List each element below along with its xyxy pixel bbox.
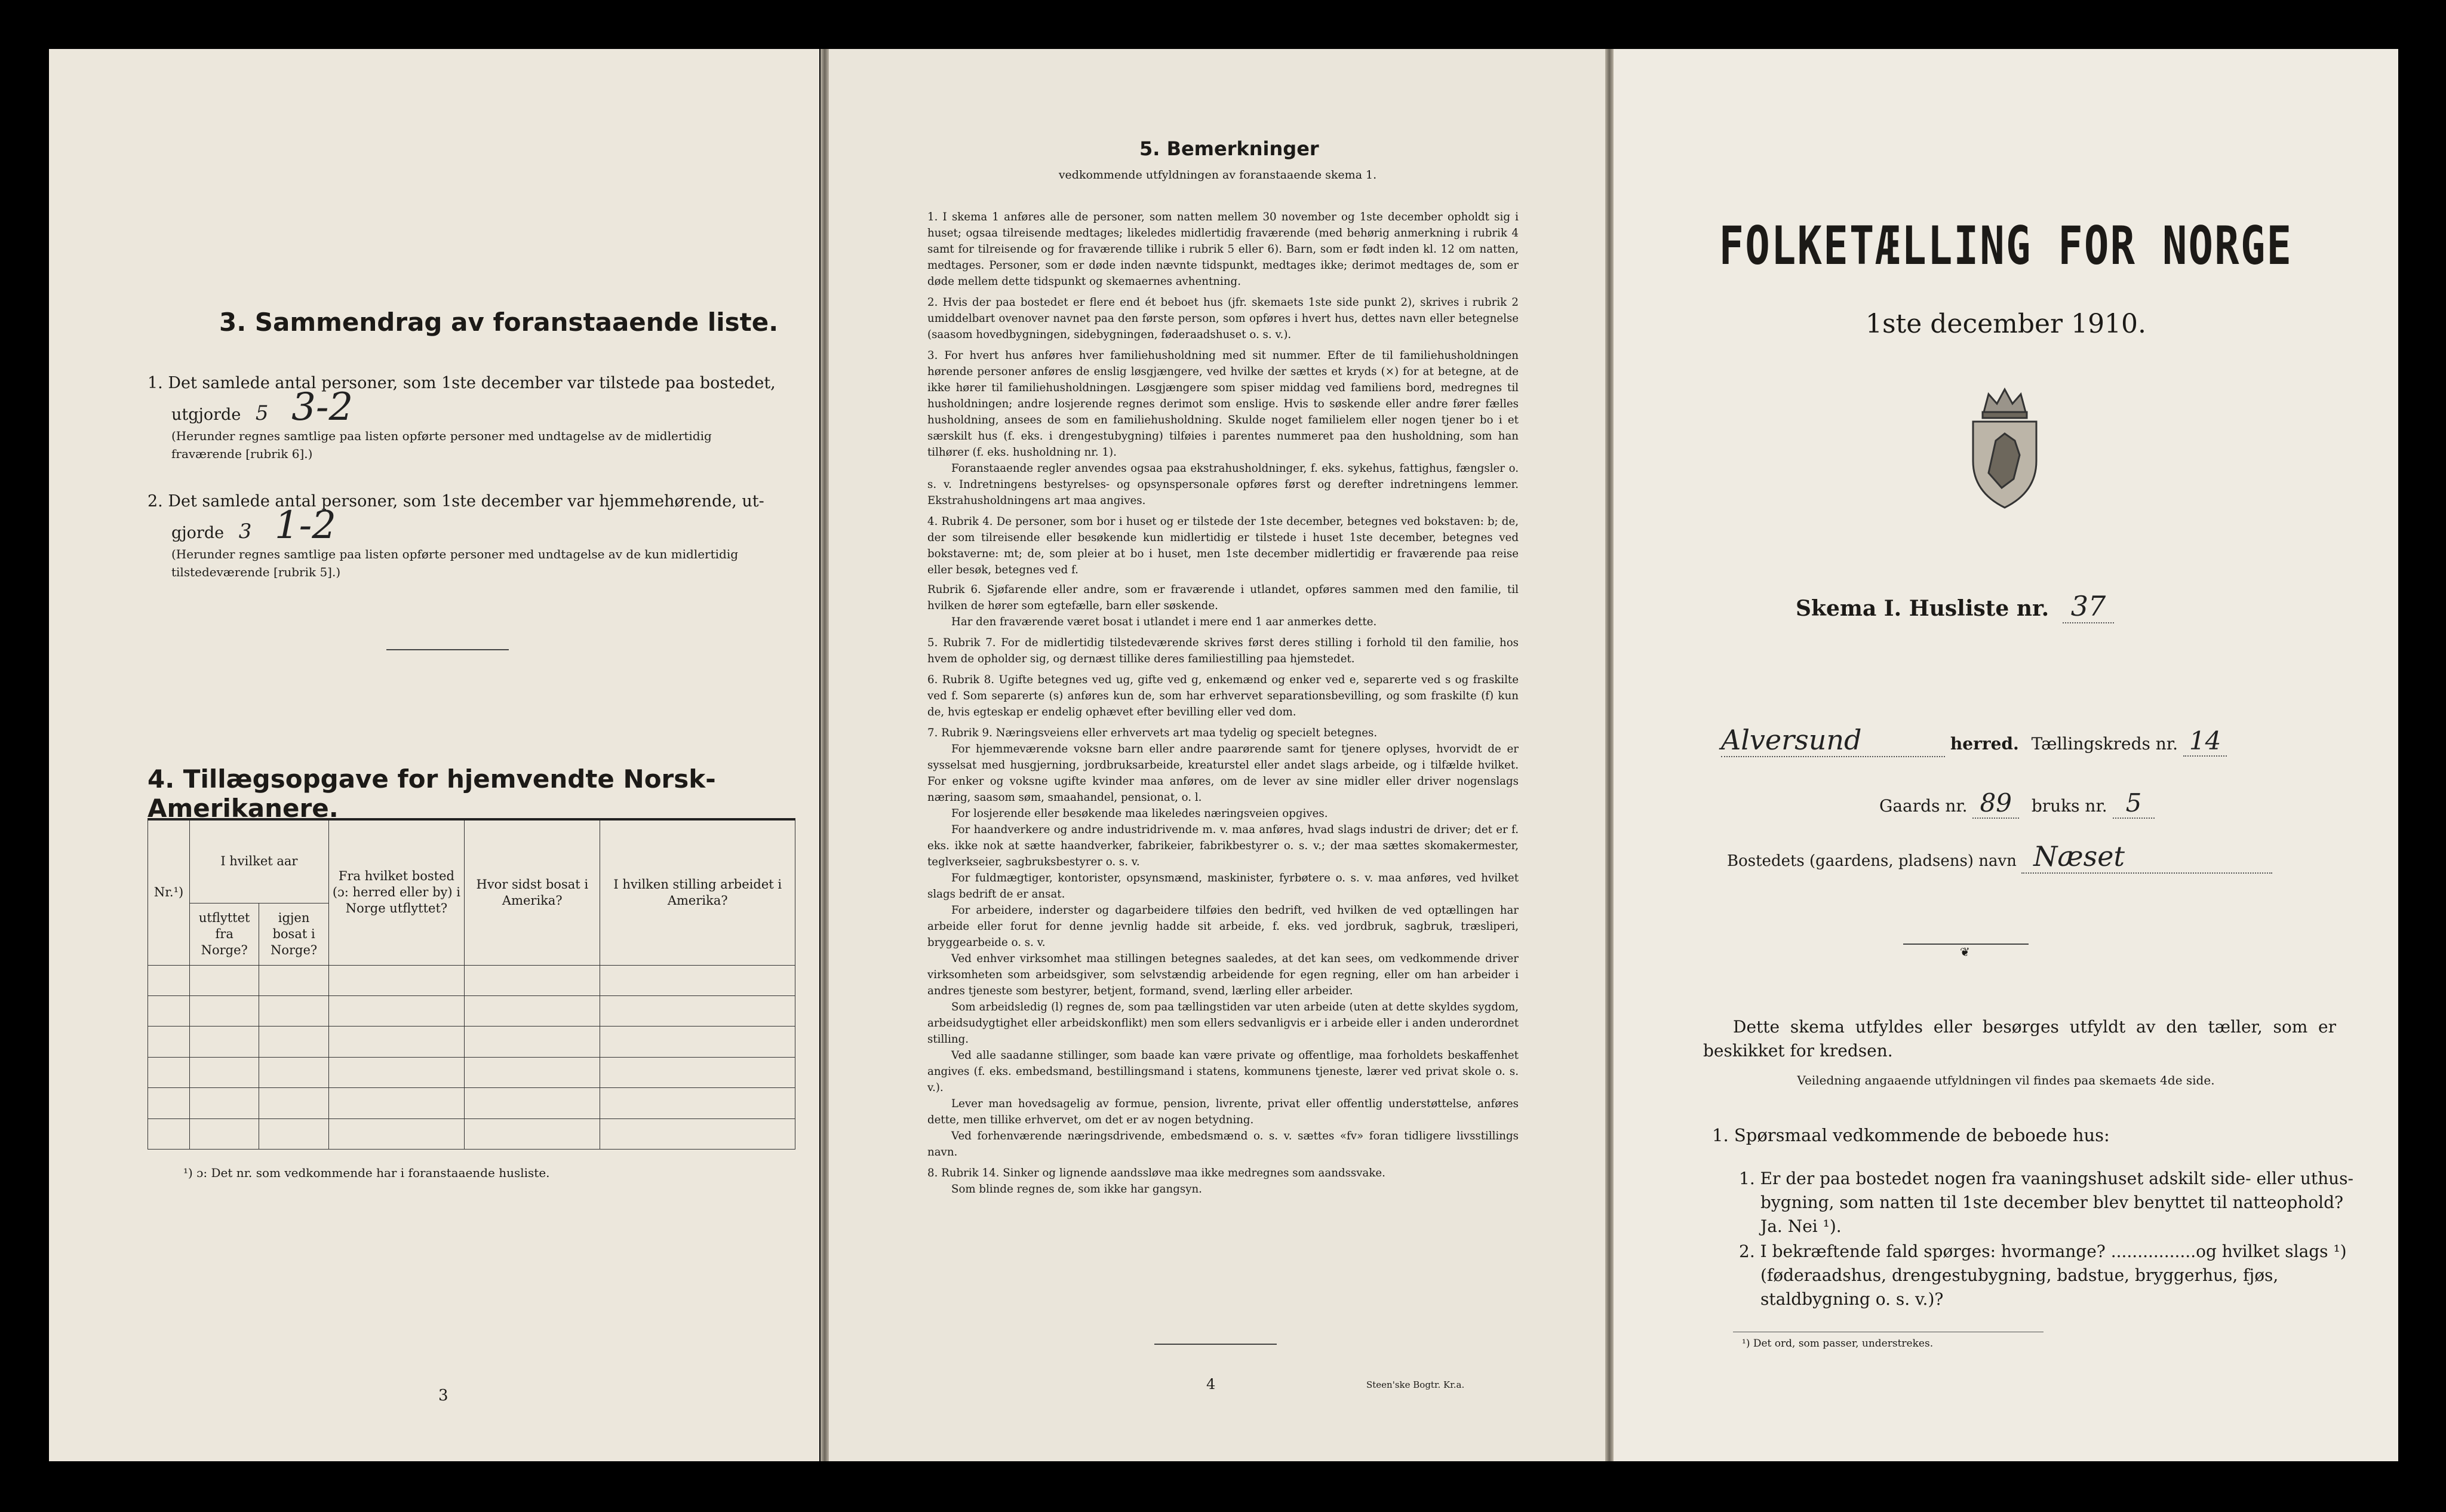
remark-paragraph: 1. I skema 1 anføres alle de personer, som natten mellem 30 november og 1ste december opholdt sig i huset; ogsaa tilreisende medtages; likeledes midlertidig fraværende (med behørig anmerkning i rubrik 4 samt for tilreisende og for fraværende tillike i rubrik 5 eller 6). Barn, som er født inden kl. 12 om natten, medtages. Personer, som er døde inden nævnte tidspunkt, medtages ikke; derimot medtages de, som er døde mellem dette tidspunkt og skemaernes avhentning. xyxy=(927,211,1519,288)
herred-value: Alversund xyxy=(1721,724,1945,757)
section3-item1 xyxy=(148,371,792,463)
remark-paragraph: Lever man hovedsagelig av formue, pension, livrente, privat eller offentlig understøttelse, anføres dette, men tillike erhvervet, om det er av nogen betydning. xyxy=(927,1098,1519,1126)
remark-paragraph: Har den fraværende været bosat i utlandet i mere end 1 aar anmerkes dette. xyxy=(951,616,1377,628)
bosted-label: Bostedets (gaardens, pladsens) navn xyxy=(1727,852,2017,870)
ornament-icon: ❦ xyxy=(1960,945,1970,959)
col-utflyttet: utflyttet fra Norge? xyxy=(190,903,259,965)
item2-text: 2. Det samlede antal personer, som 1ste december var hjemmehørende, ut- xyxy=(148,492,764,511)
remark-paragraph: Ved enhver virksomhet maa stillingen betegnes saaledes, at det kan sees, om vedkommende driver virksomheten som arbeidsgiver, som selvstændig arbeidende for egen regning, eller om han arbeider i andres tjeneste som bestyrer, betjent, formand, svend, lærling eller arbeider. xyxy=(927,952,1519,997)
norsk-amerikanere-table xyxy=(148,818,795,1150)
skema-label xyxy=(1796,590,2114,622)
bruks-label: bruks nr. xyxy=(2031,796,2107,816)
remark-paragraph: For losjerende eller besøkende maa likeledes næringsveien opgives. xyxy=(951,807,1328,820)
remark-paragraph: Foranstaaende regler anvendes ogsaa paa ekstrahusholdninger, f. eks. sykehus, fattighus, fængsler o. s. v. Indretningens bestyrelses- og opsynspersonale opføres først og derefter indretningens lemmer. Ekstrahusholdningens art maa angives. xyxy=(927,462,1519,507)
item1-handwritten: 3-2 xyxy=(291,385,354,429)
table-row xyxy=(148,965,795,995)
remark-paragraph: For haandverkere og andre industridrivende m. v. maa anføres, hvad slags industri de driver; det er f. eks. ikke nok at sætte haandverker, fabrikeier, fabrikbestyrer o. s. v.; der maa sættes skomakermester, teglverkseier, sagbruksbestyrer o. s. v. xyxy=(927,823,1519,868)
gaards-label: Gaards nr. xyxy=(1879,796,1968,816)
remarks-subtitle: vedkommende utfyldningen av foranstaaende skema 1. xyxy=(1058,168,1377,182)
coat-of-arms-icon xyxy=(1960,383,2049,512)
remarks-list xyxy=(927,209,1519,1197)
bosted-line xyxy=(1727,840,2272,874)
col-stilling: I hvilken stilling arbeidet i Amerika? xyxy=(600,819,795,965)
right-footnote: ¹) Det ord, som passer, understrekes. xyxy=(1742,1338,1934,1350)
remark-paragraph: 6. Rubrik 8. Ugifte betegnes ved ug, gifte ved g, enkemænd og enker ved e, separerte ved s og fraskilte ved f. Som separerte (s) anføres kun de, som har erhvervet separationsbevilling, og som fraskilte (f) kun de, hvis egteskap er endelig ophævet efter bevilling eller ved dom. xyxy=(927,674,1519,718)
section3-title: 3. Sammendrag av foranstaaende liste. xyxy=(219,308,779,337)
form-title: FOLKETÆLLING FOR NORGE xyxy=(1719,215,2293,276)
col-igjen: igjen bosat i Norge? xyxy=(259,903,328,965)
remark-paragraph: Som arbeidsledig (l) regnes de, som paa tællingstiden var uten arbeide (uten at dette skyldes sygdom, arbeidsudygtighet eller arbeidskonflikt) men som ellers sedvanligvis er i arbeide eller i anden underordnet stilling. xyxy=(927,1001,1519,1046)
bosted-value: Næset xyxy=(2021,840,2272,874)
gaards-line xyxy=(1879,788,2155,818)
remark-paragraph: 2. Hvis der paa bostedet er flere end ét beboet hus (jfr. skemaets 1ste side punkt 2), skrives i rubrik 2 umiddelbart ovenover navnet paa den første person, som opføres i hvert hus, dettes navn eller betegnelse (saasom hovedbygningen, sidebygningen, føderaadshuset o. s. v.). xyxy=(927,296,1519,341)
item1-text: 1. Det samlede antal personer, som 1ste december var tilstede paa bostedet, xyxy=(148,374,776,392)
q1-title: 1. Spørsmaal vedkommende de beboede hus: xyxy=(1712,1125,2110,1145)
remark-paragraph: Rubrik 6. Sjøfarende eller andre, som er fraværende i utlandet, opføres sammen med den familie, til hvilken de hører som egtefælle, barn eller søskende. xyxy=(927,583,1519,612)
husliste-number: 37 xyxy=(2063,590,2115,623)
remark-paragraph: Ved alle saadanne stillinger, som baade kan være private og offentlige, maa forholdets beskaffenhet angives (f. eks. embedsmand, bestillingsmand i statens, kommunens tjeneste, lærer ved privat skole o. s. v.). xyxy=(927,1049,1519,1094)
item2-label: gjorde xyxy=(171,524,225,542)
remarks-title: 5. Bemerkninger xyxy=(1139,137,1319,160)
remark-paragraph: 5. Rubrik 7. For de midlertidig tilstedeværende skrives først deres stilling i forhold til den familie, hos hvem de opholder sig, og dernæst tillike deres familiestilling paa hjemstedet. xyxy=(927,637,1519,665)
q1-1: 1. Er der paa bostedet nogen fra vaaningshuset adskilt side- eller uthus-bygning, som natten til 1ste december blev benyttet til natteophold? Ja. Nei ¹). xyxy=(1739,1169,2353,1236)
q1-2: 2. I bekræftende fald spørges: hvormange? ................og hvilket slags ¹) (føderaadshus, drengestubygning, badstue, bryggerhus, fjøs, staldbygning o. s. v.)? xyxy=(1739,1241,2347,1309)
item2-value: 3 xyxy=(238,520,252,543)
middle-page xyxy=(829,49,1606,1461)
kreds-value: 14 xyxy=(2183,726,2227,757)
gaards-value: 89 xyxy=(1972,788,2018,819)
form-date: 1ste december 1910. xyxy=(1865,309,2147,339)
page-fold xyxy=(1605,49,1614,1461)
herred-line xyxy=(1721,724,2378,757)
remark-paragraph: Ved forhenværende næringsdrivende, embedsmænd o. s. v. sættes «fv» foran tidligere livsstillings navn. xyxy=(927,1130,1519,1158)
right-page xyxy=(1614,49,2398,1461)
bruks-value: 5 xyxy=(2113,788,2155,819)
left-page xyxy=(49,49,819,1461)
section3-item2 xyxy=(148,490,792,581)
kreds-label: Tællingskreds nr. xyxy=(2031,734,2178,754)
col-group: I hvilket aar xyxy=(190,819,329,903)
table-row xyxy=(148,995,795,1026)
item2-handwritten: 1-2 xyxy=(274,503,336,548)
col-hvor: Hvor sidst bosat i Amerika? xyxy=(465,819,600,965)
page-fold xyxy=(821,49,829,1461)
remark-paragraph: Som blinde regnes de, som ikke har gangsyn. xyxy=(951,1183,1202,1196)
item1-label: utgjorde xyxy=(171,405,241,424)
remark-paragraph: 7. Rubrik 9. Næringsveiens eller erhvervets art maa tydelig og specielt betegnes. xyxy=(927,727,1378,739)
remark-paragraph: For hjemmeværende voksne barn eller andre paarørende samt for tjenere oplyses, hvorvidt de er sysselsat med husgjerning, jordbruksarbeide, kreaturstel eller andet slags arbeide, og i tilfælde hvilket. For enker og voksne ugifte kvinder maa anføres, om de lever av sine midler eller driver nogenslags næring, saasom søm, smaahandel, pensionat, o. l. xyxy=(927,743,1519,804)
item2-note: (Herunder regnes samtlige paa listen opførte personer med undtagelse av de kun midlertidig tilstedeværende [rubrik 5].) xyxy=(171,547,739,579)
page-number: 3 xyxy=(438,1387,448,1405)
item1-note: (Herunder regnes samtlige paa listen opførte personer med undtagelse av de midlertidig fraværende [rubrik 6].) xyxy=(171,429,712,461)
divider xyxy=(386,649,509,650)
item1-value: 5 xyxy=(255,401,269,425)
divider xyxy=(1154,1344,1277,1345)
remark-paragraph: For arbeidere, inderster og dagarbeidere tilføies den bedrift, ved hvilken de ved optællingen har arbeide eller forut for denne jevnlig hadde sit arbeide, f. eks. ved jordbruk, sagbruk, træsliperi, bryggearbeide o. s. v. xyxy=(927,904,1519,949)
col-nr: Nr.¹) xyxy=(148,819,190,965)
printer-mark: Steen'ske Bogtr. Kr.a. xyxy=(1366,1379,1465,1390)
veiledning-text: Veiledning angaaende utfyldningen vil findes paa skemaets 4de side. xyxy=(1797,1073,2215,1087)
remark-paragraph: For fuldmægtiger, kontorister, opsynsmænd, maskinister, fyrbøtere o. s. v. maa anføres, ved hvilket slags bedrift de er ansat. xyxy=(927,872,1519,901)
remark-paragraph: 3. For hvert hus anføres hver familiehusholdning med sit nummer. Efter de til familiehusholdningen hørende personer anføres de enslig løsgjængere, ved hvilke der sættes et kryds (×) for at betegne, at de ikke hører til familiehusholdningen. Løsgjængere som spiser middag ved familiens bord, medregnes til husholdningen; andre losjerende regnes derimot som enslige. Hvis to søskende eller andre fører fælles husholdning, ansees de som en familiehusholdning. Skulde noget familielem eller nogen tjener bo i et særskilt hus (f. eks. i drengestubygning) tilføies i parentes nummeret paa den husholdning, som han tilhører (f. eks. husholdning nr. 1). xyxy=(927,349,1519,459)
table-row xyxy=(148,1118,795,1149)
remark-paragraph: 4. Rubrik 4. De personer, som bor i huset og er tilstede der 1ste december, betegnes ved bokstaven: b; de, der som tilreisende eller besøkende kun midlertidig er tilstede i huset 1ste december, betegnes ved bokstaverne: mt; de, som pleier at bo i huset, men 1ste december midlertidig er fraværende paa reise eller besøk, betegnes ved f. xyxy=(927,515,1519,576)
section4-footnote: ¹) ɔ: Det nr. som vedkommende har i foranstaaende husliste. xyxy=(183,1166,550,1180)
remark-paragraph: 8. Rubrik 14. Sinker og lignende aandssløve maa ikke medregnes som aandssvake. xyxy=(927,1167,1385,1179)
page-number: 4 xyxy=(1206,1376,1216,1393)
skema-text: Skema I. Husliste nr. xyxy=(1796,596,2049,621)
col-fra: Fra hvilket bosted (ɔ: herred eller by) i Norge utflyttet? xyxy=(328,819,464,965)
herred-label: herred. xyxy=(1950,734,2019,754)
table-row xyxy=(148,1088,795,1118)
table-row xyxy=(148,1027,795,1057)
section4-title: 4. Tillægsopgave for hjemvendte Norsk-Amerikanere. xyxy=(148,764,716,823)
intro-text: Dette skema utfyldes eller besørges utfyldt av den tæller, som er beskikket for kredsen. xyxy=(1703,1017,2336,1061)
table-row xyxy=(148,1057,795,1087)
